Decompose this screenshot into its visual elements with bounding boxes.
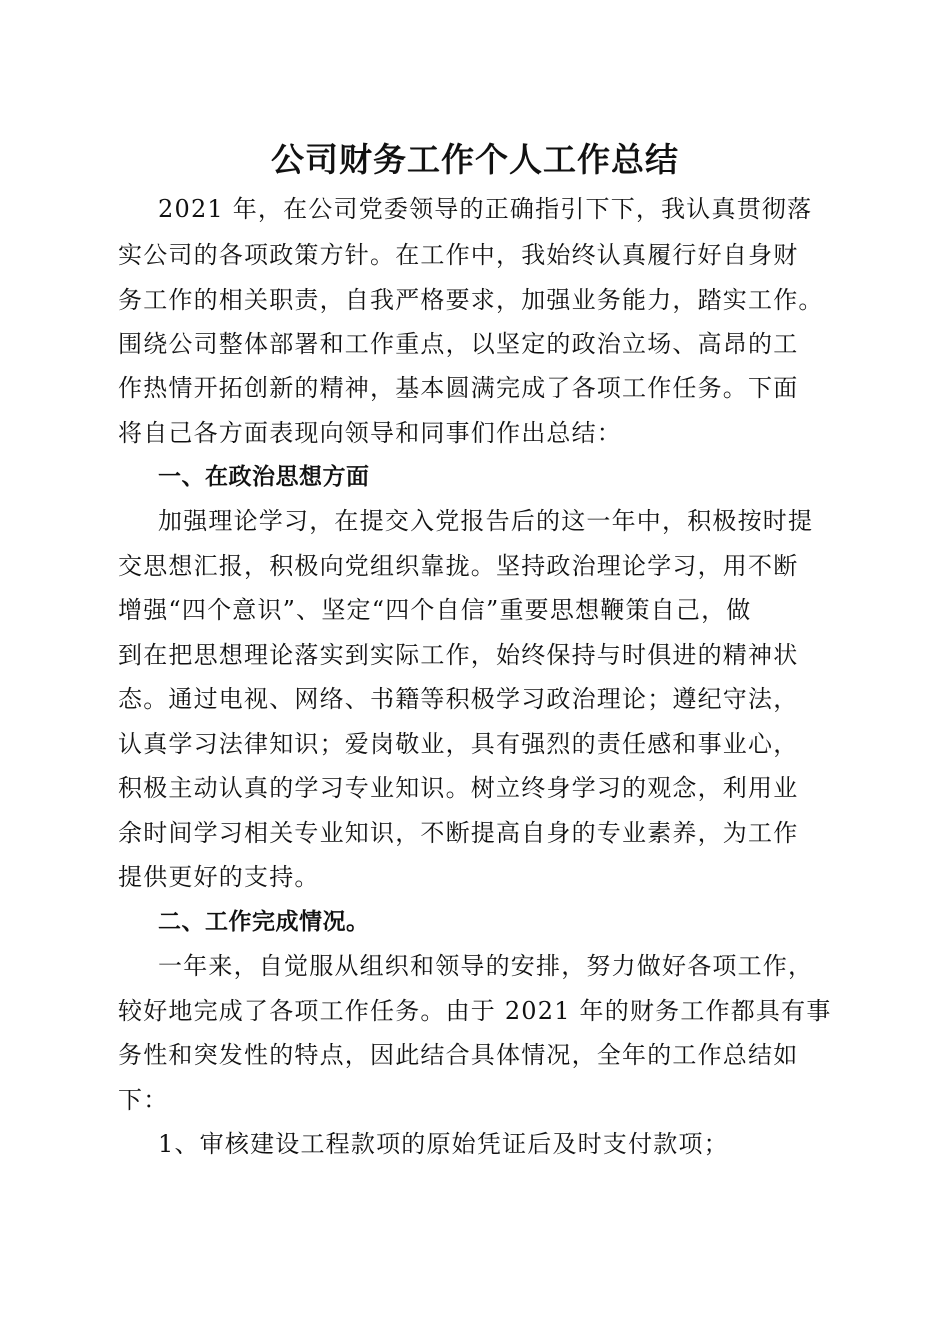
paragraph-line: 将自己各方面表现向领导和同事们作出总结：: [118, 419, 622, 447]
list-item: 1、审核建设工程款项的原始凭证后及时支付款项；: [158, 1130, 729, 1158]
paragraph-line: 2021 年，在公司党委领导的正确指引下下，我认真贯彻落: [158, 195, 813, 223]
paragraph-line: 余时间学习相关专业知识，不断提高自身的专业素养，为工作: [118, 819, 799, 847]
paragraph-line: 作热情开拓创新的精神，基本圆满完成了各项工作任务。下面: [118, 374, 799, 402]
paragraph-line: 认真学习法律知识；爱岗敬业，具有强烈的责任感和事业心，: [118, 730, 799, 758]
section-heading-work: 二、工作完成情况。: [158, 909, 370, 935]
paragraph-line: 较好地完成了各项工作任务。由于 2021 年的财务工作都具有事: [118, 997, 832, 1025]
paragraph-line: 务性和突发性的特点，因此结合具体情况，全年的工作总结如: [118, 1041, 799, 1069]
paragraph-line: 围绕公司整体部署和工作重点，以坚定的政治立场、高昂的工: [118, 330, 799, 358]
document-title: 公司财务工作个人工作总结: [271, 140, 679, 179]
paragraph-line: 实公司的各项政策方针。在工作中，我始终认真履行好自身财: [118, 241, 799, 269]
paragraph-line: 到在把思想理论落实到实际工作，始终保持与时俱进的精神状: [118, 641, 799, 669]
paragraph-line: 务工作的相关职责，自我严格要求，加强业务能力，踏实工作。: [118, 286, 824, 314]
paragraph-line: 下：: [118, 1086, 169, 1114]
paragraph-line: 加强理论学习，在提交入党报告后的这一年中，积极按时提: [158, 507, 814, 535]
paragraph-line: 交思想汇报，积极向党组织靠拢。坚持政治理论学习，用不断: [118, 552, 799, 580]
paragraph-line: 增强“四个意识”、坚定“四个自信”重要思想鞭策自己，做: [118, 596, 752, 624]
paragraph-line: 态。通过电视、网络、书籍等积极学习政治理论；遵纪守法，: [118, 685, 799, 713]
paragraph-line: 提供更好的支持。: [118, 863, 320, 891]
section-heading-political: 一、在政治思想方面: [158, 464, 370, 490]
paragraph-line: 积极主动认真的学习专业知识。树立终身学习的观念，利用业: [118, 774, 799, 802]
paragraph-line: 一年来，自觉服从组织和领导的安排，努力做好各项工作，: [158, 952, 814, 980]
